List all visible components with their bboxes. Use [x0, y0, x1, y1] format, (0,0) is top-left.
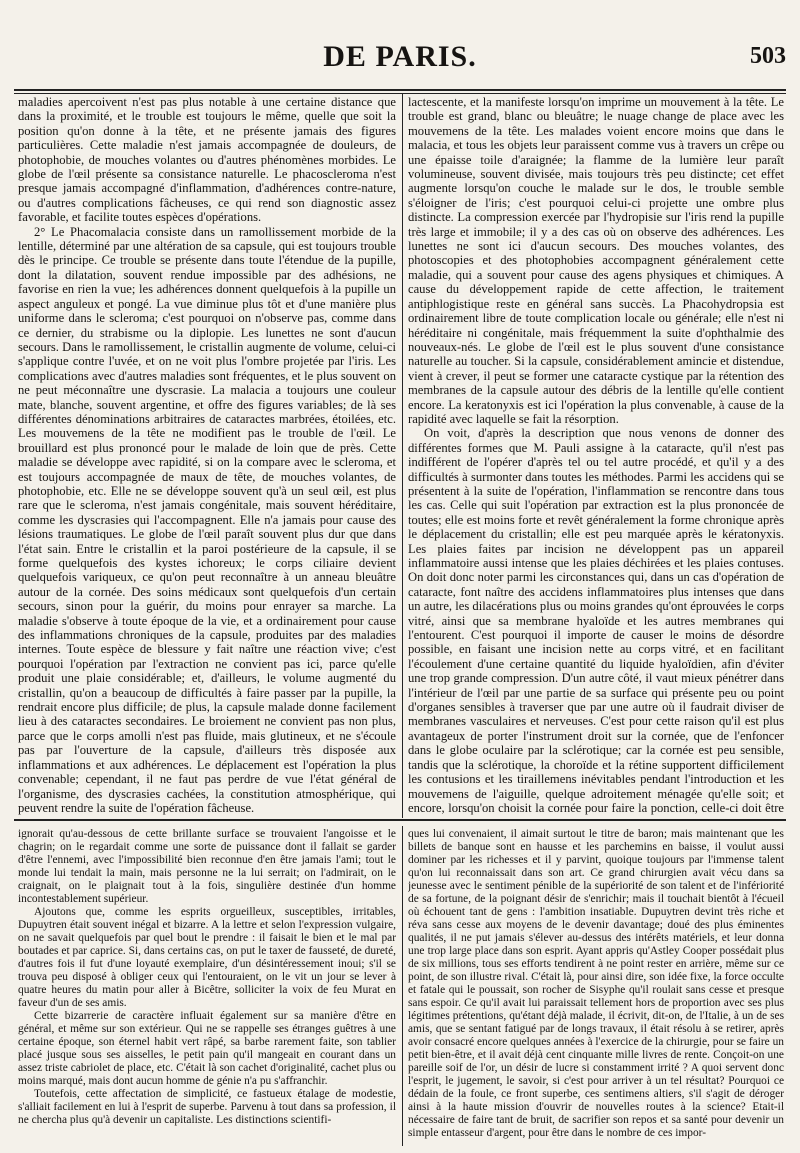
- paragraph: Cette bizarrerie de caractère influait également sur sa manière d'être en général, et même sur son extérieur. Qui ne se rappelle ses étranges guêtres à une certaine époque, son éternel habit vert râpé, sa barbe rarement faite, son tablier placé jusque sous ses aisselles, le petit pain qu'il mangeait en courant dans un assez triste cabriolet de place, etc. C'était là son cachet d'originalité, cachet plus ou moins marqué, mais dont aucun homme de génie n'a pu s'affranchir.: [18, 1010, 396, 1087]
- article-column-right: [408, 95, 784, 817]
- paragraph: [18, 815, 396, 817]
- paragraph: lactescente, et la manifeste lorsqu'on imprime un mouvement à la tête. Le trouble est grand, blanc ou bleuâtre; le nuage change de place avec les mouvemens de la tête. Les malades voient encore moins que dans le malacia, et tous les objets leur paraissent comme vus à travers un crêpe ou une épaisse toile d'araignée; la flamme de la lumière leur paraît volumineuse, souvent divisée, mais toujours très peu distincte; cet effet augmente lorsqu'on couche le malade sur le dos, le trouble semble s'éloigner de l'iris; c'est pourquoi celui-ci projette une ombre plus distincte. La compression exercée par l'hydropisie sur l'iris rend la pupille très large et immobile; il y a des cas où on observe des adhérences. Les lunettes ne sont ici d'aucun secours. Des mouches volantes, des photoscopies et des photophobies accompagnent généralement cette maladie, qui a souvent pour cause des agens physiques et chimiques. A cause du développement rapide de cette affection, le traitement antiphlogistique reste en général sans succès. La Phacohydropsia est ordinairement libre de toute complication locale ou générale; elle n'est ni héréditaire ni congénitale, mais fréquemment la suite d'ophthalmie des nouveaux-nés. Le globe de l'œil est le plus souvent d'une consistance naturelle au toucher. Si la capsule, considérablement amincie et distendue, vient à crever, il peut se former une cataracte cystique par la rétention des membranes de la capsule autour des débris de la lentille qu'elle contient encore. La keratonyxis est ici l'opération la plus convenable, à cause de la rapidité avec laquelle se fait la résorption.: [408, 95, 784, 426]
- paragraph: ignorait qu'au-dessous de cette brillante surface se trouvaient l'angoisse et le chagrin; on le regardait comme une sorte de puissance dont il fallait se garder d'être l'ennemi, avec l'impossibilité bien reconnue d'en être jamais l'ami; tout le monde lui tendait la main, mais personne ne la lui serrait; on l'admirait, on le craignait, on le plaignait tout à la fois, singulière destinée d'un homme incontestablement supérieur.: [18, 828, 396, 905]
- paragraph: On voit, d'après la description que nous venons de donner des différentes formes que M. Pauli assigne à la cataracte, qu'il n'est pas indifférent de l'opérer d'après tel ou tel autre procédé, et qu'il y a des difficultés à surmonter dans toutes les méthodes. Parmi les accidens qui se présentent à la suite de l'opération, l'inflammation se rencontre dans tous les cas. Celle qui suit l'opération par extraction est la plus prononcée de toutes; elle est moins forte et revêt généralement la forme chronique après le déplacement du cristallin; elle est peu marquée après le kératonyxis. Les plaies faites par incision ne développent pas un appareil inflammatoire aussi intense que les plaies déchirées et les plaies contuses. On doit donc noter parmi les circonstances qui, dans un cas d'opération de cataracte, font naître des accidens inflammatoires plus intenses que dans un autre, les dilacérations plus ou moins grandes qu'ont éprouvées le corps vitré, ainsi que sa membrane hyaloïde et les autres membranes qui l'entourent. C'est pourquoi il importe de causer le moins de désordre possible, en faisant une incision nette au corps vitré, et en facilitant l'écoulement d'une certaine quantité du liquide hyaloïdien, afin d'éviter une trop grande compression. D'un autre côté, il vaut mieux pénétrer dans l'intérieur de l'œil par une partie de sa surface qui présente peu ou point d'organes sensibles à traverser que par une autre où il faudrait diviser de membranes vasculaires et nerveuses. C'est pour cette raison qu'il est plus avantageux de porter l'instrument droit sur la cornée, que de l'enfoncer dans le globe oculaire par la sclérotique; car la cornée est peu sensible, tandis que la sclérotique, la choroïde et la rétine supportent difficilement les contusions et les tiraillemens inévitables pendant l'introduction et les mouvemens de l'aiguille, quelque adroitement ménagée qu'elle soit; et encore, lorsqu'on choisit la cornée pour faire la ponction, celle-ci doit être: [408, 426, 784, 815]
- paragraph: 2° Le Phacomalacia consiste dans un ramollissement morbide de la lentille, déterminé par une altération de sa capsule, qui est toujours trouble dès le principe. Ce trouble se présente dans toute l'étendue de la pupille, dont la dilatation, souvent rendue impossible par des adhésions, ne favorise en rien la vue; les adhérences donnent quelquefois à la pupille un aspect anguleux et pongé. La vue diminue plus tôt et d'une manière plus uniforme dans le scleroma; c'est pourquoi on n'observe pas, comme dans ce dernier, du strabisme ou la diplopie. Les lunettes ne sont d'aucun secours. Dans le ramollissement, le cristallin augmente de volume, celui-ci s'applique contre l'uvée, et on ne voit plus l'ombre projetée par l'iris. Les complications avec d'autres maladies sont fréquentes, et le plus souvent on ne peut méconnaître une dyscrasie. La malacia a toujours une couleur mate, blanche, souvent argentine, et offre des figures variables; de là ses différentes dénominations arbitraires de cataractes marbrées, étoilées, etc. Les mouvemens de la tête ne modifient pas le trouble de l'œil. Le brouillard est plus prononcé pour le malade de loin que de près. Cette maladie se développe avec rapidité, si on la compare avec le scleroma, et est toujours accompagnée de maux de tête, de mouches volantes, de photophobie, etc. Elle ne se développe souvent qu'à un seul œil, est plus rare que le scleroma, n'est jamais congénitale, mais souvent héréditaire, comme les dyscrasies qui l'accompagnent. Elle n'a jamais pour cause des lésions traumatiques. Le globe de l'œil paraît souvent plus dur que dans l'état sain. Entre le cristallin et la paroi postérieure de la capsule, il se forme quelquefois des kystes ichoreux; le corps ciliaire devient quelquefois variqueux, ce qu'on peut reconnaître à un anneau bleuâtre autour de la cornée. Des soins médicaux sont quelquefois d'un certain secours, sinon pour la guérir, du moins pour enrayer sa marche. La maladie s'observe à toute époque de la vie, et a ordinairement pour cause des inflammations chroniques de la capsule, produites par des maladies internes. Toute espèce de blessure y fait naître une réaction vive; c'est pourquoi l'opération par l'extraction ne convient pas ici, parce qu'elle produit une plaie considérable; et, d'ailleurs, le volume augmenté du cristallin, qu'on a beaucoup de difficultés à faire passer par la pupille, la rendrait encore plus difficile; de plus, la capsule malade donne facilement lieu à des cataractes secondaires. Le broiement ne convient pas non plus, parce que le corps amolli n'est pas fluide, mais glutineux, et ne s'écoule pas par l'ouverture de la capsule, d'ailleurs très disposée aux inflammations et aux adhérences. Le déplacement est l'opération la plus convenable; cependant, il ne faut pas perdre de vue l'état général de l'organisme, des dyscrasies cachées, la constitution atmosphérique, qui peuvent rendre la suite de l'opération fâcheuse.: [18, 224, 396, 815]
- page-header: [14, 40, 786, 90]
- feuilleton-column-right: [408, 828, 784, 1146]
- article-column-left: [18, 95, 396, 817]
- paragraph: Ajoutons que, comme les esprits orgueilleux, susceptibles, irritables, Dupuytren était souvent inégal et bizarre. A la lettre et selon l'expression vulgaire, on ne savait quelquefois par quel bout le prendre : il faisait le bien et le mal par boutades et par caprice. Si, dans certains cas, on put le taxer de fausseté, de dureté, d'autres fois il fut d'une loyauté exemplaire, d'un désintéressement inoui; s'il se trouva peu disposé à obliger ceux qui l'entouraient, on le vit un jour se lever à quatre heures du matin pour aller à Bicêtre, solliciter la voix de feu Murat en faveur d'un de ses amis.: [18, 906, 396, 1009]
- section-separator-rule: [14, 819, 786, 821]
- header-rule: [14, 89, 786, 91]
- running-title: DE PARIS.: [323, 40, 477, 73]
- header-rule-thin: [14, 93, 786, 94]
- upper-column-divider: [402, 93, 403, 818]
- feuilleton-column-left: [18, 828, 396, 1146]
- page-number: 503: [750, 43, 786, 69]
- paragraph: ques lui convenaient, il aimait surtout le titre de baron; mais maintenant que les billets de banque sont en hausse et les parchemins en baisse, il voulut aussi dominer par les richesses et il y parvint, quoique toujours par l'immense talent qu'on lui reconnaissait dans son art. Ce grand chirurgien avait vécu dans sa jeunesse avec le sentiment pénible de la supériorité de son talent et de l'infériorité de sa fortune, de la poignant désir de s'enrichir; mais il touchait bientôt à l'écueil où échouent tant de gens : l'ambition insatiable. Dupuytren devint très riche et réva sans cesse aux moyens de le devenir davantage; doué des plus éminentes qualités, il ne put jamais s'élever au-dessus des intérêts matériels, et leur donna une trop large place dans son esprit. Ayant appris qu'Astley Cooper possédait plus de six millions, tous ses efforts tendirent à ne point rester en arrière, même sur ce point, de son illustre rival. C'était là, pour ainsi dire, son idée fixe, la force occulte et fatale qui le poussait, son rocher de Sisyphe qu'il roulait sans cesse et presque sans espoir. Ce qu'il avait lui paraissait tellement hors de proportion avec ses plus légitimes prétentions, qu'étant déjà malade, il écrivit, dit-on, de l'Italie, à un de ses amis, que se sentant fatigué par de longs travaux, il était résolu à se retirer, après avoir consacré encore quelques années à l'exercice de la chirurgie, pour se faire un petit bien-être, et il avait déjà cent cinquante mille livres de rente. Conçoit-on une pareille soif de l'or, un désir de lucre si constamment irrité ? A quoi servent donc l'esprit, le jugement, le savoir, si c'est pour arriver à un tel résultat? Pourquoi ce dédain de la foule, ce front superbe, ces sentimens altiers, s'il s'agit de déroger ainsi à la haute mission d'ouvrir de nouvelles routes à la science? Etait-il nécessaire de faire tant de bruit, de sacrifier son repos et sa santé pour devenir un simple entasseur d'argent, pour être dans le nombre de ces impor-: [408, 828, 784, 1139]
- paragraph: maladies apercoivent n'est pas plus notable à une certaine distance que dans la proximité, et le trouble est toujours le même, quelle que soit la position qu'on donne à la tête, et ne présente jamais des figures particulières. Cette maladie n'est jamais accompagnée de douleurs, de photophobie, de mouches volantes ou d'autres phénomènes morbides. Le globe de l'œil présente sa consistance naturelle. Le phacoscleroma n'est presque jamais accompagné d'inflammation, d'adhérences contre-nature, ou d'autres complications fâcheuses, ce qui rend son diagnostic assez favorable, et facilite toutes espèces d'opérations.: [18, 95, 396, 225]
- lower-column-divider: [402, 826, 403, 1146]
- paragraph: Toutefois, cette affectation de simplicité, ce fastueux étalage de modestie, s'alliait facilement en lui à l'esprit de superbe. Parvenu à tout dans sa profession, il ne chercha plus qu'à devenir un capitaliste. Les distinctions scientifi-: [18, 1088, 396, 1126]
